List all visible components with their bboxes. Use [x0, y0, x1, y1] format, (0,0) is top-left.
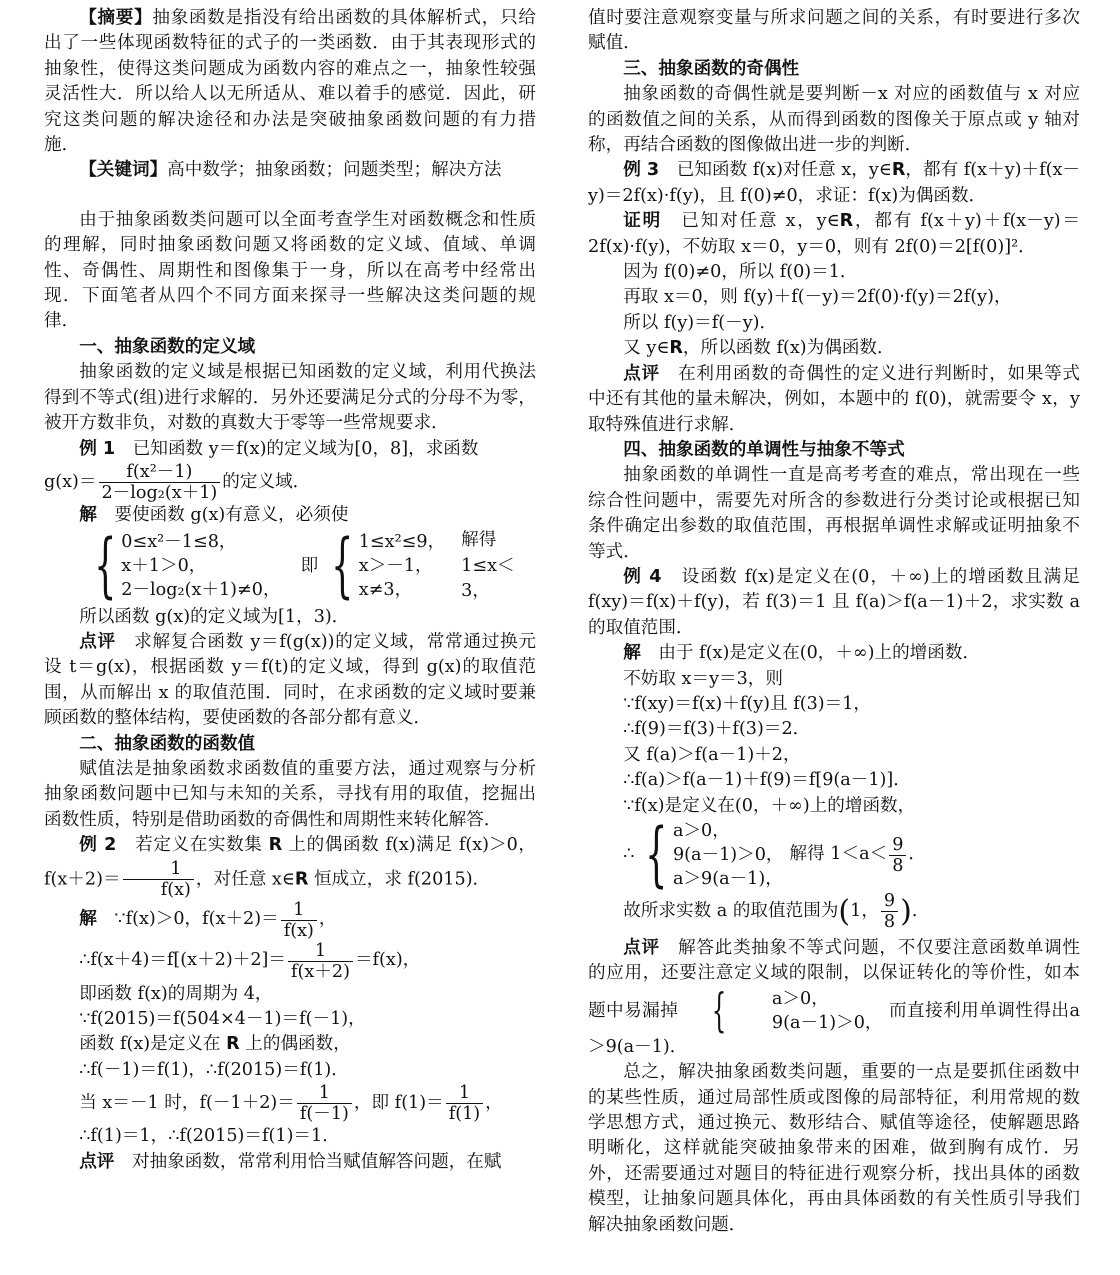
example-4-solution: 解 由于 f(x)是定义在(0，＋∞)上的增函数．	[623, 643, 981, 664]
section-3-title: 三、抽象函数的奇偶性	[623, 58, 800, 79]
example-4-step-3: ∵f(xy)＝f(x)＋f(y)且 f(3)＝1，	[623, 693, 872, 714]
example-2-step-7: 当 x＝－1 时，f(－1＋2)＝ $\frac{1}{f(-1)}$ ，即 f(1)＝ $\frac{1}{f(1)}$ ，	[79, 1083, 503, 1125]
example-3-step-3: 再取 x＝0，则 f(y)＋f(－y)＝2f(0)·f(y)＝2f(y)，	[623, 287, 1012, 308]
example-1-label: 例 1	[79, 438, 116, 459]
g-label: g(x)＝	[44, 471, 97, 492]
summary-paragraph: 总之，解决抽象函数类问题，重要的一点是要抓住函数中的某些性质，通过局部性质或图像的局部特征，利用常规的数学思想方式，通过换元、数形结合、赋值等途径，使解题思路明晰化，这样就能突破抽象带来的困难，做到胸有成竹．另外，还需要通过对题目的特征进行观察分析，找出具体的函数模型，让抽象问题具体化，再由具体函数的有关性质引导我们解决抽象函数问题．	[588, 1062, 1080, 1235]
section-3-text: 抽象函数的奇偶性就是要判断－x 对应的函数值与 x 对应的函数值之间的关系，从而得到函数的图像关于原点或 y 轴对称，再结合函数的图像做出进一步的判断．	[588, 84, 1080, 156]
example-2: 例 2 若定义在实数集 R 上的偶函数 f(x)满足 f(x)＞0，f(x＋2)＝ $\frac{1}{f(x)}$ ，对任意 x∈R 恒成立，求 f(2015)．	[44, 835, 536, 900]
g-fraction	[99, 462, 221, 503]
system-of-inequalities-3: ∴ { a＞0， 9(a－1)＞0， a＞9(a－1)， 解得 1＜a＜ $\frac{9}{8}$ ．	[623, 813, 926, 895]
example-2-step-2: ∴f(x＋4)＝f[(x＋2)＋2]＝ $\frac{1}{f(x+2)}$ ＝f(x)，	[79, 940, 421, 982]
proof-label: 证明	[623, 211, 662, 232]
right-column	[588, 6, 1080, 1238]
g-numerator: f(x²－1)	[99, 462, 221, 483]
abstract-label: 【摘要】	[79, 8, 153, 28]
keywords-text: 高中数学；抽象函数；问题类型；解决方法	[167, 160, 502, 181]
comment-label: 点评	[79, 631, 116, 652]
example-1-text: 已知函数 y＝f(x)的定义域为[0，8]，求函数	[132, 438, 479, 459]
example-4-comment: 点评 解答此类抽象不等式问题，不仅要注意函数单调性的应用，还要注意定义域的限制，以保证转化的等价性，如本题中易漏掉 { a＞0， 9(a－1)＞0， 而直接利用单调性得出a＞9(a－1)．	[588, 938, 1080, 1057]
example-2-step-3: 即函数 f(x)的周期为 4，	[79, 983, 273, 1004]
example-2-label: 例 2	[79, 835, 117, 856]
example-4-step-4: ∴f(9)＝f(3)＋f(3)＝2．	[623, 719, 811, 740]
system-connector: 即	[300, 555, 319, 576]
solution-text: 要使函数 g(x)有意义，必须使	[114, 504, 349, 525]
example-1-solution	[44, 503, 536, 528]
section-4-text: 抽象函数的单调性一直是高考考查的难点，常出现在一些综合性问题中，需要先对所含的参数进行分类讨论或根据已知条件确定出参数的取值范围，再根据单调性求解或证明抽象不等式．	[588, 465, 1080, 562]
example-2-comment: 点评 对抽象函数，常常利用恰当赋值解答问题，在赋	[79, 1151, 502, 1172]
system-of-inequalities-1	[44, 524, 536, 607]
abstract	[44, 6, 536, 158]
example-3-label: 例 3	[623, 160, 660, 181]
g-tail: 的定义域．	[222, 471, 311, 492]
example-2-step-1: 解 ∵f(x)＞0，f(x＋2)＝ $\frac{1}{f(x)}$ ，	[79, 899, 337, 941]
section-2-text: 赋值法是抽象函数求函数值的重要方法，通过观察与分析抽象函数问题中已知与未知的关系，寻找有用的取值，挖掘出函数性质，特别是借助函数的奇偶性和周期性来转化解答．	[44, 758, 536, 830]
system-c: { a＞0， 9(a－1)＞0， a＞9(a－1)，	[645, 813, 784, 895]
example-3-proof: 证明 已知对任意 x，y∈R，都有 f(x＋y)＋f(x－y)＝2f(x)·f(y)，不妨取 x＝0，y＝0，则有 2f(0)＝2[f(0)]²．	[588, 211, 1080, 257]
example-3-step-4: 所以 f(y)＝f(－y)．	[623, 312, 778, 333]
example-4-step-5: 又 f(a)＞f(a－1)＋2，	[623, 744, 801, 765]
example-4-step-6: ∴f(a)＞f(a－1)＋f(9)＝f[9(a－1)]．	[623, 770, 911, 791]
example-2-step-5: 函数 f(x)是定义在 R 上的偶函数，	[79, 1034, 351, 1055]
section-1-title: 一、抽象函数的定义域	[79, 336, 256, 357]
comment-continuation: 值时要注意观察变量与所求问题之间的关系，有时要进行多次赋值．	[588, 8, 1080, 54]
example-2-step-6: ∴f(－1)＝f(1)，∴f(2015)＝f(1)．	[79, 1059, 349, 1080]
example-3-step-2: 因为 f(0)≠0，所以 f(0)＝1．	[623, 262, 858, 283]
example-3-comment: 点评 在利用函数的奇偶性的定义进行判断时，如果等式中还有其他的量未解决，例如，本题中的 f(0)，就需要令 x，y 取特殊值进行求解．	[588, 363, 1080, 435]
abstract-text: 抽象函数是指没有给出函数的具体解析式，只给出了一些体现函数特征的式子的一类函数．由于其表现形式的抽象性，使得这类问题成为函数内容的难点之一，抽象性较强灵活性大．所以给人以无所适从、难以着手的感觉．因此，研究这类问题的解决途径和办法是突破抽象函数问题的有力措施．	[44, 8, 536, 156]
example-4: 例 4 设函数 f(x)是定义在(0，＋∞)上的增函数且满足 f(xy)＝f(x)＋f(y)，若 f(3)＝1 且 f(a)＞f(a－1)＋2，求实数 a 的取值范围．	[588, 566, 1080, 638]
example-2-step-4: ∵f(2015)＝f(504×4－1)＝f(－1)，	[79, 1009, 366, 1029]
section-1-text: 抽象函数的定义域是根据已知函数的定义域，利用代换法得到不等式(组)进行求解的．另外还要满足分式的分母不为零，被开方数非负，对数的真数大于零等一些常规要求．	[44, 362, 536, 434]
example-4-step-2: 不妨取 x＝y＝3，则	[623, 668, 783, 689]
example-2-step-8: ∴f(1)＝1，∴f(2015)＝f(1)＝1．	[79, 1126, 340, 1147]
left-column	[44, 6, 536, 1175]
example-4-step-7: ∵f(x)是定义在(0，＋∞)上的增函数，	[623, 795, 916, 816]
system-a: { 0≤x²－1≤8， x＋1＞0， 2－log₂(x＋1)≠0，	[93, 524, 281, 607]
intro-paragraph: 由于抽象函数类问题可以全面考查学生对函数概念和性质的理解，同时抽象函数问题又将函数的定义域、值域、单调性、奇偶性、周期性和图像集于一身，所以在高考中经常出现．下面笔者从四个不同方面来探寻一些解决这类问题的规律．	[44, 209, 536, 332]
spacer	[44, 184, 536, 208]
example-1	[44, 437, 536, 462]
example-1-conclusion: 所以函数 g(x)的定义域为[1，3)．	[79, 606, 350, 627]
example-1-comment: 点评 求解复合函数 y＝f(g(x))的定义域，常常通过换元设 t＝g(x)，根据函数 y＝f(t)的定义域，得到 g(x)的取值范围，从而解出 x 的取值范围．同时，在求函数的定义域时要兼顾函数的整体结构，要使函数的各部分都有意义．	[44, 631, 536, 729]
solution-label: 解	[79, 504, 97, 525]
g-denominator: 2－log₂(x＋1)	[101, 482, 218, 503]
example-4-label: 例 4	[623, 566, 662, 587]
system-b: { 1≤x²≤9， x＞－1， x≠3，	[331, 524, 446, 607]
example-3: 例 3 已知函数 f(x)对任意 x，y∈R，都有 f(x＋y)＋f(x－y)＝2f(x)·f(y)，且 f(0)≠0，求证：f(x)为偶函数．	[588, 160, 1080, 206]
example-4-conclusion: 故所求实数 a 的取值范围为 ( 1， $\frac{9}{8}$ ) ．	[623, 891, 930, 932]
keywords-label: 【关键词】	[79, 160, 168, 181]
section-2-title: 二、抽象函数的函数值	[79, 733, 256, 754]
system-d: { a＞0， 9(a－1)＞0，	[711, 982, 883, 1037]
system-result: 解得 1≤x＜3，	[461, 530, 515, 602]
keywords	[44, 158, 536, 183]
example-1-formula	[44, 462, 536, 503]
section-4-title: 四、抽象函数的单调性与抽象不等式	[623, 439, 905, 460]
example-3-step-5: 又 y∈R，所以函数 f(x)为偶函数．	[623, 338, 895, 359]
